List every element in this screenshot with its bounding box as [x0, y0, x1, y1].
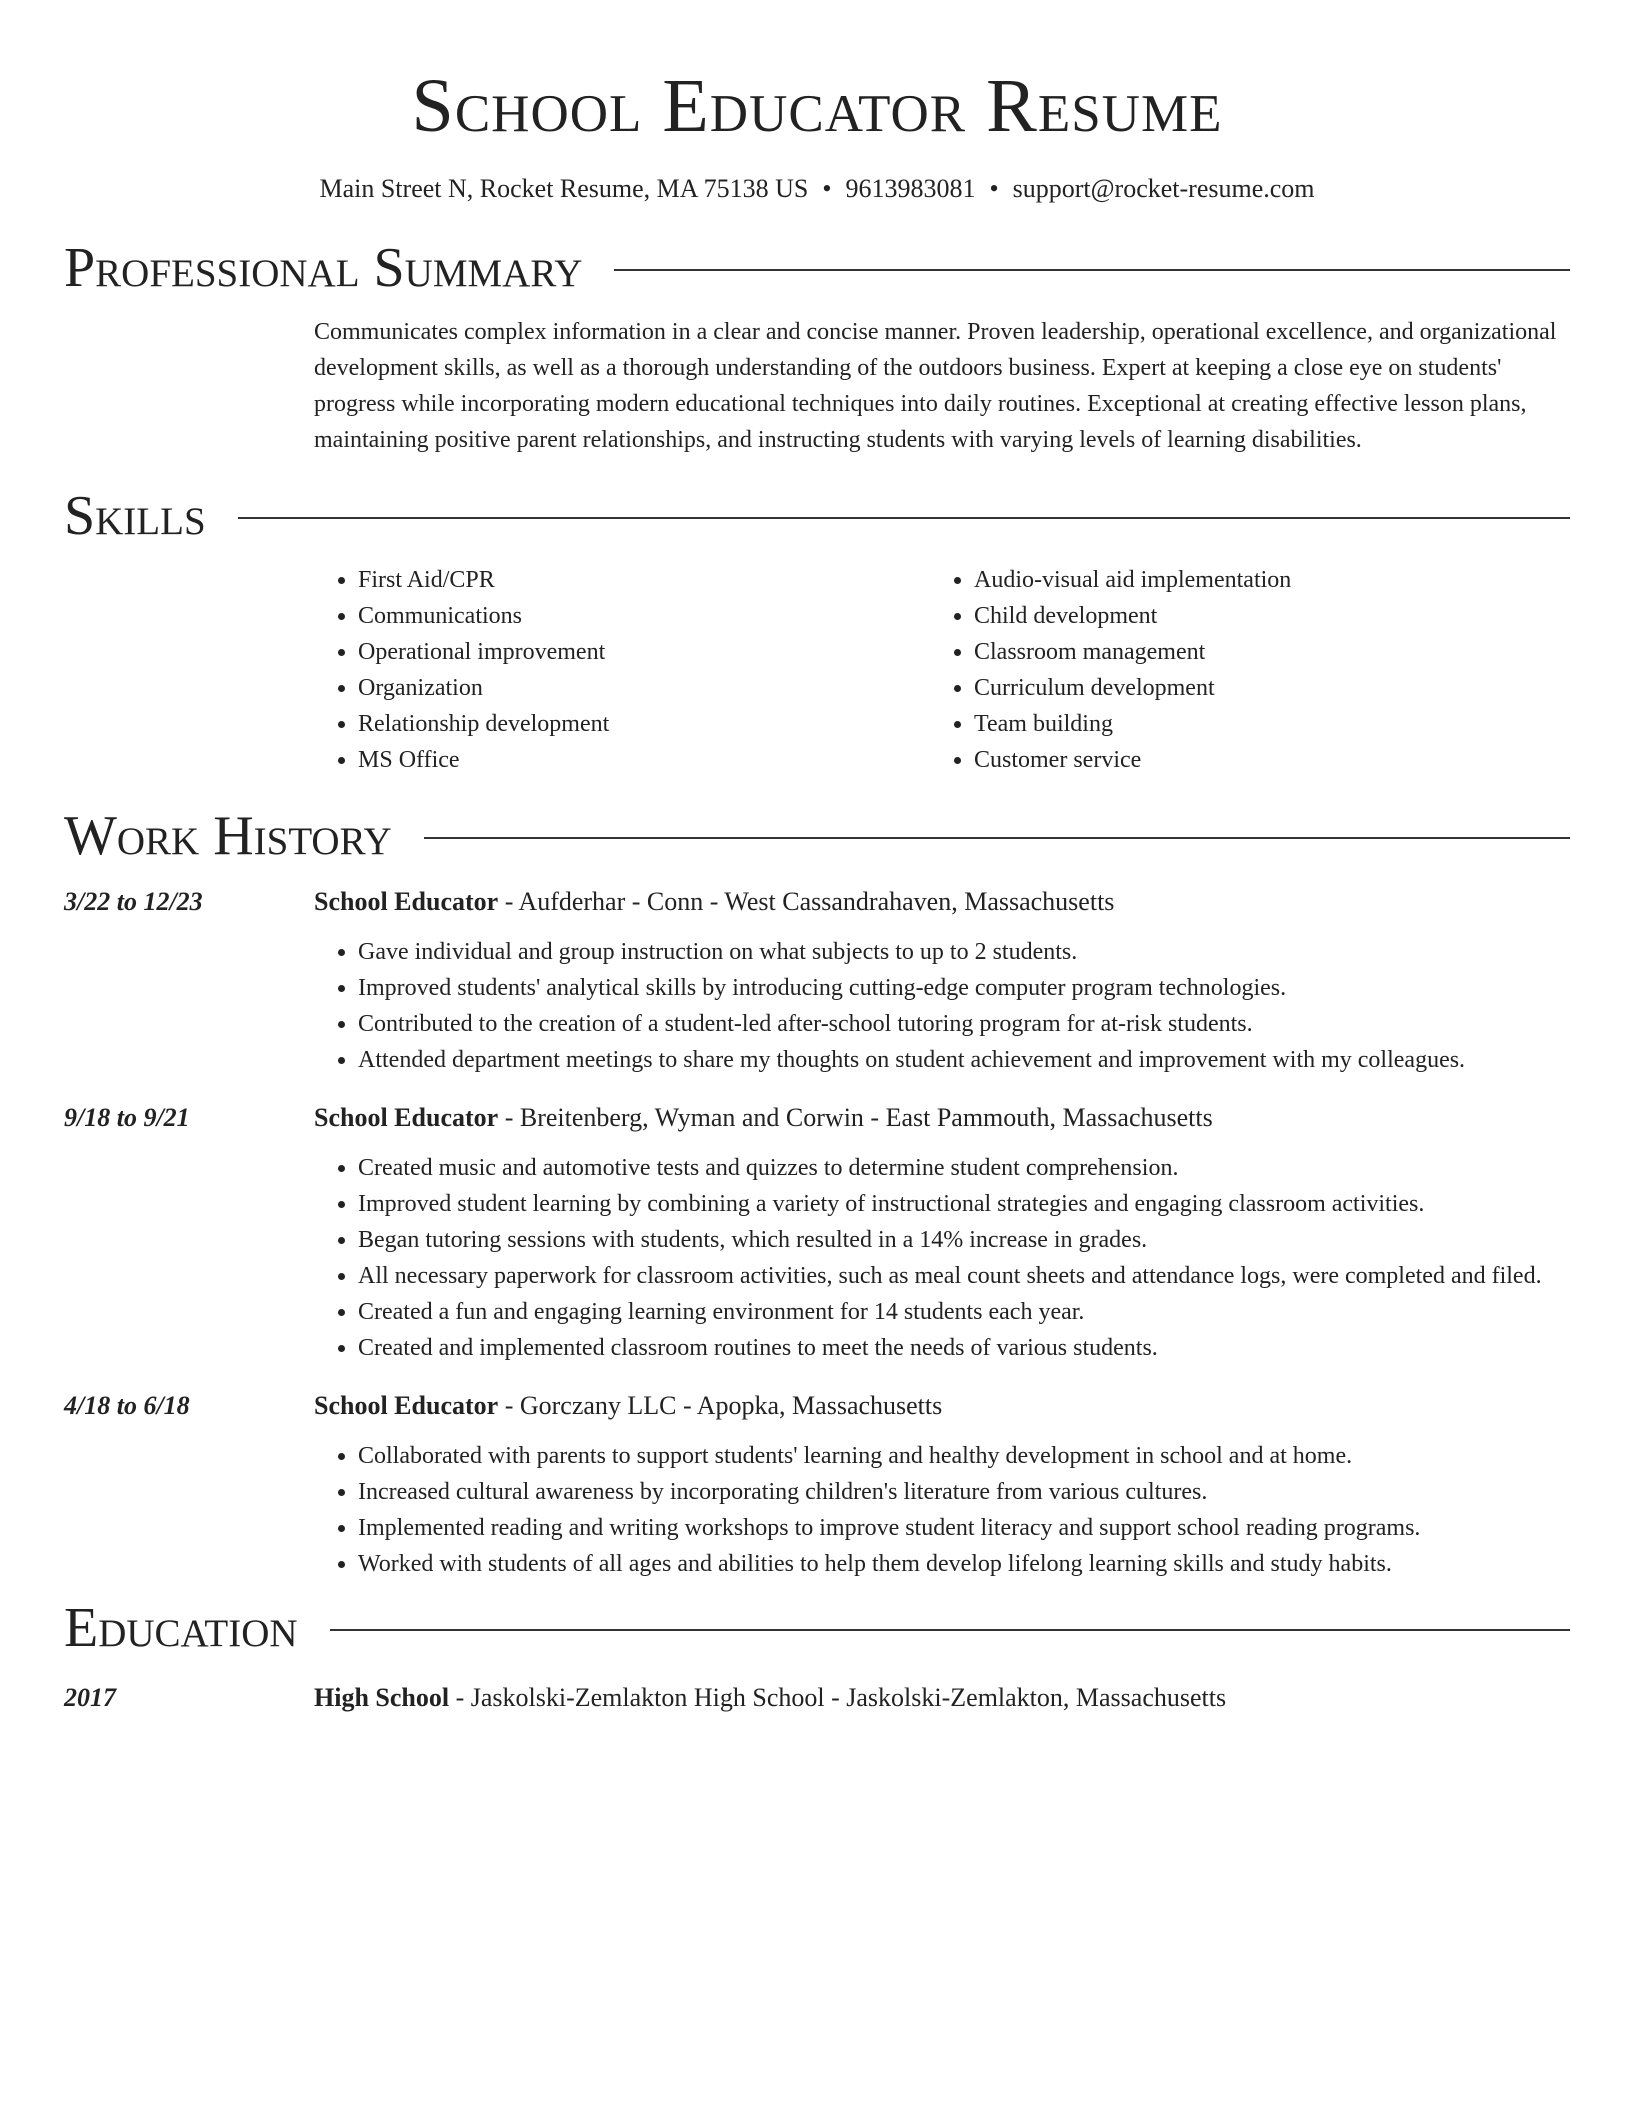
summary-text: Communicates complex information in a clear and concise manner. Proven leadership, operational excellence, and organizational development skills, as well as a thorough understanding of the outdoors business. Expert at keeping a close eye on students' progress while incorporating modern educational techniques into daily routines. Exceptional at creating effective lesson plans, maintaining positive parent relationships, and instructing students with varying levels of learning disabilities.	[314, 319, 1557, 453]
job-bullet: • Increased cultural awareness by incorporating children's literature from various cultures.	[358, 1474, 1570, 1510]
skills-column-left	[314, 562, 930, 778]
education-degree: High School	[314, 1683, 450, 1712]
skill-item: • Curriculum development	[974, 670, 1546, 706]
education-title-line	[314, 1680, 1570, 1716]
job-bullet: • Attended department meetings to share my thoughts on student achievement and improvement with my colleagues.	[358, 1042, 1570, 1078]
contact-phone: 9613983081	[845, 174, 976, 203]
job-role: School Educator	[314, 887, 499, 916]
skill-item: • Classroom management	[974, 634, 1546, 670]
job-bullet: • Worked with students of all ages and abilities to help them develop lifelong learning skills and study habits.	[358, 1546, 1570, 1582]
work-section-header	[64, 804, 1570, 868]
skill-item: • MS Office	[358, 742, 930, 778]
job-bullet: • Created music and automotive tests and quizzes to determine student comprehension.	[358, 1150, 1570, 1186]
job-bullets	[314, 934, 1570, 1078]
work-entry	[64, 884, 1570, 1078]
work-entry-body	[314, 884, 1570, 1078]
skill-item: • Relationship development	[358, 706, 930, 742]
work-entry	[64, 1100, 1570, 1366]
job-bullet: • All necessary paperwork for classroom activities, such as meal count sheets and attendance logs, were completed and filed.	[358, 1258, 1570, 1294]
resume-title: School Educator Resume	[411, 64, 1223, 148]
skills-heading: Skills	[64, 485, 206, 547]
contact-line	[64, 172, 1570, 206]
education-year: 2017	[64, 1683, 116, 1712]
job-details: - Gorczany LLC - Apopka, Massachusetts	[498, 1391, 943, 1420]
job-bullet: • Created and implemented classroom routines to meet the needs of various students.	[358, 1330, 1570, 1366]
work-entries	[64, 884, 1570, 1582]
education-entry-body	[314, 1680, 1570, 1716]
work-heading: Work History	[64, 805, 392, 867]
contact-address: Main Street N, Rocket Resume, MA 75138 US	[319, 174, 809, 203]
work-title-line	[314, 1388, 1570, 1424]
section-divider	[330, 1629, 1570, 1631]
work-entry-body	[314, 1100, 1570, 1366]
job-bullet: • Improved student learning by combining a variety of instructional strategies and engaging classroom activities.	[358, 1186, 1570, 1222]
education-details: - Jaskolski-Zemlakton High School - Jaskolski-Zemlakton, Massachusetts	[449, 1683, 1227, 1712]
job-bullet: • Improved students' analytical skills by introducing cutting-edge computer program technologies.	[358, 970, 1570, 1006]
skill-item: • Communications	[358, 598, 930, 634]
resume-page	[64, 0, 1570, 1716]
skill-item: • Organization	[358, 670, 930, 706]
job-bullets	[314, 1150, 1570, 1366]
job-bullet: • Began tutoring sessions with students, which resulted in a 14% increase in grades.	[358, 1222, 1570, 1258]
work-title-line	[314, 884, 1570, 920]
work-title-line	[314, 1100, 1570, 1136]
skill-item: • Operational improvement	[358, 634, 930, 670]
skills-section-header	[64, 484, 1570, 548]
skills-column-right	[930, 562, 1546, 778]
summary-section-header	[64, 236, 1570, 300]
skills-list	[314, 562, 1570, 778]
job-role: School Educator	[314, 1103, 499, 1132]
work-entry-body	[314, 1388, 1570, 1582]
section-divider	[238, 517, 1570, 519]
job-bullet: • Created a fun and engaging learning environment for 14 students each year.	[358, 1294, 1570, 1330]
contact-separator: •	[989, 174, 999, 203]
skill-item: • Team building	[974, 706, 1546, 742]
work-entry	[64, 1388, 1570, 1582]
job-bullet: • Contributed to the creation of a student-led after-school tutoring program for at-risk students.	[358, 1006, 1570, 1042]
contact-separator: •	[822, 174, 832, 203]
work-dates: 3/22 to 12/23	[64, 887, 203, 916]
section-divider	[424, 837, 1570, 839]
job-bullet: • Collaborated with parents to support students' learning and healthy development in school and at home.	[358, 1438, 1570, 1474]
job-details: - Breitenberg, Wyman and Corwin - East Pammouth, Massachusetts	[498, 1103, 1213, 1132]
job-bullet: • Implemented reading and writing workshops to improve student literacy and support school reading programs.	[358, 1510, 1570, 1546]
education-section-header	[64, 1596, 1570, 1660]
job-bullet: • Gave individual and group instruction on what subjects to up to 2 students.	[358, 934, 1570, 970]
education-entry	[64, 1680, 1570, 1716]
skill-item: • Child development	[974, 598, 1546, 634]
skill-item: • First Aid/CPR	[358, 562, 930, 598]
section-divider	[614, 269, 1570, 271]
work-dates: 4/18 to 6/18	[64, 1391, 190, 1420]
education-heading: Education	[64, 1597, 298, 1659]
summary-heading: Professional Summary	[64, 237, 583, 299]
skill-item: • Audio-visual aid implementation	[974, 562, 1546, 598]
job-bullets	[314, 1438, 1570, 1582]
job-role: School Educator	[314, 1391, 499, 1420]
job-details: - Aufderhar - Conn - West Cassandrahaven, Massachusetts	[498, 887, 1115, 916]
work-dates: 9/18 to 9/21	[64, 1103, 190, 1132]
contact-email: support@rocket-resume.com	[1012, 174, 1315, 203]
skill-item: • Customer service	[974, 742, 1546, 778]
